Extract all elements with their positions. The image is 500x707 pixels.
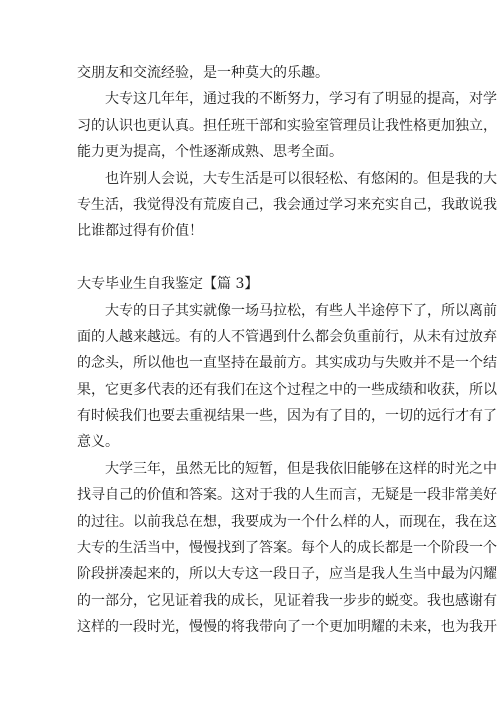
- text-line: 面的人越来越远。有的人不管遇到什么都会负重前行，从未有过放弃: [77, 328, 497, 345]
- section-heading: 大专毕业生自我鉴定【篇 3】: [77, 276, 259, 293]
- text-line: 能力更为提高，个性逐渐成熟、思考全面。: [77, 144, 343, 161]
- text-line: 交朋友和交流经验，是一种莫大的乐趣。: [77, 65, 329, 81]
- text-line: 大学三年，虽然无比的短暂，但是我依旧能够在这样的时光之中: [77, 460, 497, 477]
- text-line: 的一部分，它见证着我的成长，见证着我一步步的蜕变。我也感谢有: [77, 592, 497, 609]
- text-line: 大专这几年年，通过我的不断努力，学习有了明显的提高，对学: [77, 91, 497, 108]
- text-line: 的念头，所以他也一直坚持在最前方。其实成功与失败并不是一个结: [77, 355, 497, 372]
- paragraph-gap: [77, 245, 435, 271]
- text-line: 也许别人会说，大专生活是可以很轻松、有悠闲的。但是我的大: [77, 170, 497, 187]
- text-line: 大专的日子其实就像一场马拉松，有些人半途停下了，所以离前: [77, 302, 497, 319]
- document-page: [77, 60, 497, 641]
- text-line: 阶段拼凑起来的，所以大专这一段日子，应当是我人生当中最为闪耀: [77, 566, 497, 583]
- text-line: 有时候我们也要去重视结果一些，因为有了目的，一切的远行才有了: [77, 408, 497, 425]
- text-line: 习的认识也更认真。担任班干部和实验室管理员让我性格更加独立，: [77, 117, 497, 134]
- text-line: 找寻自己的价值和答案。这对于我的人生而言，无疑是一段非常美好: [77, 487, 497, 504]
- text-line: 专生活，我觉得没有荒废自己，我会通过学习来充实自己，我敢说我: [77, 196, 497, 213]
- text-line: 的过往。以前我总在想，我要成为一个什么样的人，而现在，我在这: [77, 513, 497, 530]
- text-line: 果，它更多代表的还有我们在这个过程之中的一些成绩和收获，所以: [77, 381, 497, 398]
- text-line: 意义。: [77, 434, 119, 451]
- text-line: 大专的生活当中，慢慢找到了答案。每个人的成长都是一个阶段一个: [77, 540, 497, 557]
- text-line: 比谁都过得有价值！: [77, 223, 203, 240]
- text-line: 这样的一段时光，慢慢的将我带向了一个更加明耀的未来，也为我开: [77, 619, 497, 636]
